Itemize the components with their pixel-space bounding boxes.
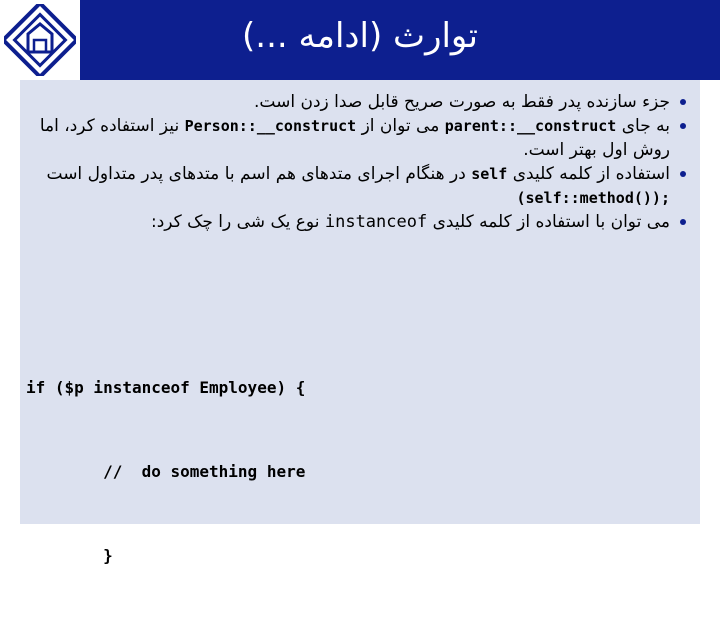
slide-content <box>20 80 700 565</box>
bullet-text: می توان با استفاده از کلمه کلیدی <box>432 212 670 232</box>
code-line: // do something here <box>26 462 306 481</box>
bullet-text: می توان از <box>361 116 440 136</box>
title-bar <box>0 0 720 80</box>
bullet-text: استفاده از کلمه کلیدی <box>512 164 670 184</box>
bullet-text: در هنگام اجرای متدهای هم اسم با متدهای پدر متداول است <box>46 164 466 184</box>
code-block <box>26 318 305 626</box>
code-inline: (self::method()); <box>516 189 670 207</box>
page-title: توارث (ادامه ...) <box>242 16 478 56</box>
code-inline: instanceof <box>324 212 428 232</box>
code-inline: self <box>471 165 508 183</box>
bullet-item <box>22 210 692 234</box>
bullet-item <box>22 114 692 162</box>
code-line: if ($p instanceof Employee) { <box>26 378 306 397</box>
code-inline: Person::__construct <box>184 117 357 135</box>
bullet-item <box>22 90 692 114</box>
bullet-item <box>22 162 692 210</box>
bullet-text: جزء سازنده پدر فقط به صورت صریح قابل صدا زدن است. <box>254 92 670 112</box>
bullet-list <box>22 90 692 234</box>
bullet-text: به جای <box>621 116 670 136</box>
bullet-text: نوع یک شی را چک کرد: <box>150 212 320 232</box>
bullet-text: نیز استفاده کرد، اما روش اول بهتر است. <box>39 116 670 160</box>
code-line: } <box>26 546 113 565</box>
code-inline: parent::__construct <box>444 117 617 135</box>
